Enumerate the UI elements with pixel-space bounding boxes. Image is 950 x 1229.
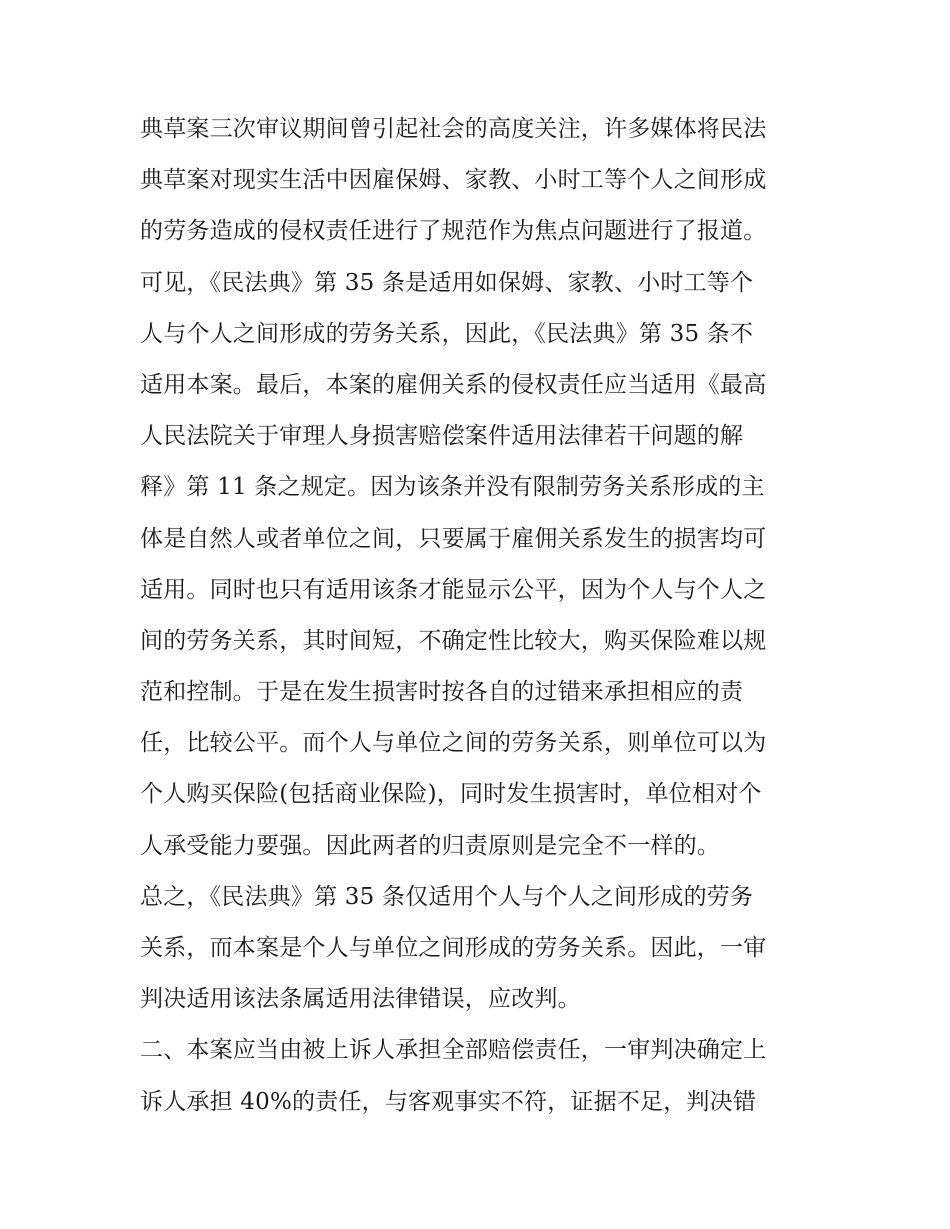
text-line: 总之，《民法典》第 35 条仅适用个人与个人之间形成的劳务 — [140, 883, 754, 910]
text-line: 典草案三次审议期间曾引起社会的高度关注，许多媒体将民法 — [140, 116, 767, 142]
text-line: 判决适用该法条属适用法律错误，应改判。 — [140, 986, 581, 1013]
text-line: 体是自然人或者单位之间，只要属于雇佣关系发生的损害均可 — [140, 525, 767, 552]
text-line: 适用本案。最后，本案的雇佣关系的侵权责任应当适用《最高 — [140, 371, 767, 398]
text-line: 关系，而本案是个人与单位之间形成的劳务关系。因此，一审 — [140, 935, 767, 961]
text-line: 可见，《民法典》第 35 条是适用如保姆、家教、小时工等个 — [140, 269, 754, 296]
document-body-text — [140, 104, 840, 1128]
text-line: 间的劳务关系，其时间短，不确定性比较大，购买保险难以规 — [140, 627, 767, 654]
text-line: 典草案对现实生活中因雇保姆、家教、小时工等个人之间形成 — [140, 167, 767, 194]
text-line: 适用。同时也只有适用该条才能显示公平，因为个人与个人之 — [140, 576, 767, 603]
text-line: 范和控制。于是在发生损害时按各自的过错来承担相应的责 — [140, 679, 744, 706]
text-line: 诉人承担 40%的责任，与客观事实不符，证据不足，判决错 — [140, 1088, 757, 1115]
text-line: 二、本案应当由被上诉人承担全部赔偿责任，一审判决确定上 — [140, 1037, 767, 1064]
text-line: 的劳务造成的侵权责任进行了规范作为焦点问题进行了报道。 — [140, 218, 767, 245]
text-line: 个人购买保险(包括商业保险)，同时发生损害时，单位相对个 — [140, 781, 762, 808]
text-line: 任，比较公平。而个人与单位之间的劳务关系，则单位可以为 — [140, 730, 767, 757]
text-line: 人民法院关于审理人身损害赔偿案件适用法律若干问题的解 — [140, 423, 744, 450]
text-line: 人与个人之间形成的劳务关系，因此，《民法典》第 35 条不 — [140, 320, 754, 347]
text-line: 释》第 11 条之规定。因为该条并没有限制劳务关系形成的主 — [140, 474, 765, 501]
text-line: 人承受能力要强。因此两者的归责原则是完全不一样的。 — [140, 832, 720, 859]
